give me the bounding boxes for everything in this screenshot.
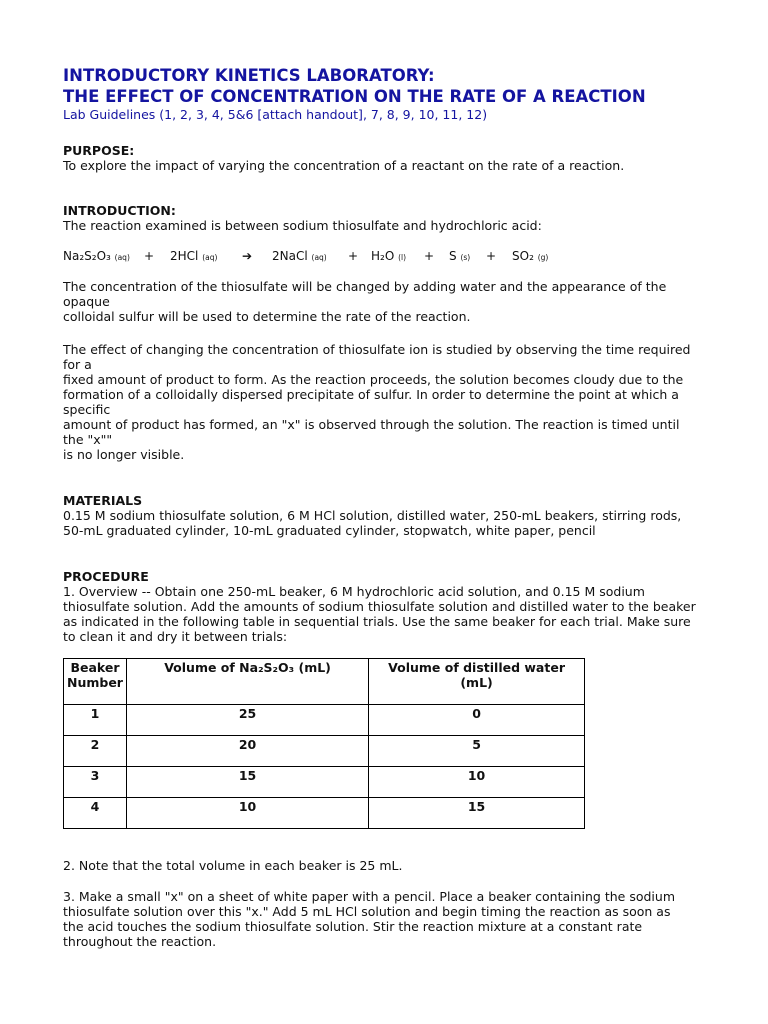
- introduction-paragraph-1: [63, 279, 666, 324]
- table-header-row: [64, 659, 585, 705]
- purpose-heading: PURPOSE:: [63, 143, 135, 158]
- procedure-step-1-line: as indicated in the following table in sequential trials. Use the same beaker for each trial. Make sure: [63, 614, 691, 629]
- table-row: [64, 767, 585, 798]
- purpose-text: To explore the impact of varying the concentration of a reactant on the rate of a reaction.: [63, 158, 625, 173]
- procedure-step-1-line: to clean it and dry it between trials:: [63, 629, 288, 644]
- materials-line: 50-mL graduated cylinder, 10-mL graduated cylinder, stopwatch, white paper, pencil: [63, 523, 596, 538]
- paragraph-line: fixed amount of product to form. As the reaction proceeds, the solution becomes cloudy due to the: [63, 372, 684, 387]
- plus-sign: +: [486, 249, 497, 263]
- cell-beaker: 4: [64, 798, 127, 829]
- introduction-section: [63, 203, 542, 233]
- product-so2: SO₂ (g): [512, 249, 549, 263]
- procedure-step-2-text: 2. Note that the total volume in each beaker is 25 mL.: [63, 858, 403, 873]
- cell-thiosulfate: 10: [127, 798, 369, 829]
- plus-sign: +: [424, 249, 435, 263]
- paragraph-line: amount of product has formed, an "x" is observed through the solution. The reaction is timed until: [63, 417, 680, 432]
- lab-guidelines: Lab Guidelines (1, 2, 3, 4, 5&6 [attach handout], 7, 8, 9, 10, 11, 12): [63, 107, 488, 122]
- product-sulfur: S (s): [449, 249, 471, 263]
- paragraph-line: colloidal sulfur will be used to determine the rate of the reaction.: [63, 309, 471, 324]
- procedure-step-3-line: the acid touches the sodium thiosulfate solution. Stir the reaction mixture at a constant rate: [63, 919, 643, 934]
- procedure-step-3-line: 3. Make a small "x" on a sheet of white paper with a pencil. Place a beaker containing the sodium: [63, 889, 675, 904]
- procedure-step-3: [63, 889, 675, 949]
- document-title: [63, 65, 646, 123]
- product-nacl: 2NaCl (aq): [272, 249, 327, 263]
- table-row: [64, 736, 585, 767]
- title-line-2: THE EFFECT OF CONCENTRATION ON THE RATE OF A REACTION: [63, 87, 646, 106]
- procedure-heading: PROCEDURE: [63, 569, 149, 584]
- cell-beaker: 2: [64, 736, 127, 767]
- procedure-step-3-line: thiosulfate solution over this "x." Add 5 mL HCl solution and begin timing the reaction as soon as: [63, 904, 671, 919]
- introduction-heading: INTRODUCTION:: [63, 203, 176, 218]
- product-water: H₂O (l): [371, 249, 407, 263]
- reactant-thiosulfate: Na₂S₂O₃ (aq): [63, 249, 130, 263]
- cell-water: 5: [369, 736, 585, 767]
- procedure-step-1-line: 1. Overview -- Obtain one 250-mL beaker, 6 M hydrochloric acid solution, and 0.15 M sodium: [63, 584, 645, 599]
- materials-line: 0.15 M sodium thiosulfate solution, 6 M HCl solution, distilled water, 250-mL beakers, stirring rods,: [63, 508, 682, 523]
- reaction-equation: [63, 249, 663, 265]
- header-beaker-number: Beaker Number: [64, 659, 127, 705]
- cell-thiosulfate: 15: [127, 767, 369, 798]
- paragraph-line: formation of a colloidally dispersed precipitate of sulfur. In order to determine the point at which a: [63, 387, 679, 402]
- paragraph-line: for a: [63, 357, 92, 372]
- header-water-volume: Volume of distilled water (mL): [369, 659, 585, 705]
- paragraph-line: The concentration of the thiosulfate will be changed by adding water and the appearance of the: [63, 279, 667, 294]
- cell-water: 0: [369, 705, 585, 736]
- introduction-text: The reaction examined is between sodium thiosulfate and hydrochloric acid:: [63, 218, 542, 233]
- procedure-step-2: [63, 858, 402, 873]
- table-row: [64, 705, 585, 736]
- header-thiosulfate-volume: Volume of Na₂S₂O₃ (mL): [127, 659, 369, 705]
- reaction-arrow: ➔: [242, 249, 253, 263]
- introduction-paragraph-2: [63, 342, 690, 462]
- paragraph-line: the "x"": [63, 432, 113, 447]
- procedure-step-3-line: throughout the reaction.: [63, 934, 217, 949]
- title-line-1: INTRODUCTORY KINETICS LABORATORY:: [63, 66, 435, 85]
- cell-beaker: 1: [64, 705, 127, 736]
- plus-sign: +: [348, 249, 359, 263]
- cell-thiosulfate: 20: [127, 736, 369, 767]
- table-row: [64, 798, 585, 829]
- paragraph-line: specific: [63, 402, 111, 417]
- paragraph-line: opaque: [63, 294, 110, 309]
- cell-thiosulfate: 25: [127, 705, 369, 736]
- cell-beaker: 3: [64, 767, 127, 798]
- plus-sign: +: [144, 249, 155, 263]
- procedure-section: [63, 569, 696, 644]
- paragraph-line: The effect of changing the concentration of thiosulfate ion is studied by observing the time required: [63, 342, 691, 357]
- cell-water: 15: [369, 798, 585, 829]
- procedure-step-1-line: thiosulfate solution. Add the amounts of sodium thiosulfate solution and distilled water to the beaker: [63, 599, 696, 614]
- volume-table: [63, 658, 585, 829]
- cell-water: 10: [369, 767, 585, 798]
- reactant-hcl: 2HCl (aq): [170, 249, 218, 263]
- paragraph-line: is no longer visible.: [63, 447, 185, 462]
- materials-heading: MATERIALS: [63, 493, 143, 508]
- purpose-section: [63, 143, 624, 173]
- materials-section: [63, 493, 681, 538]
